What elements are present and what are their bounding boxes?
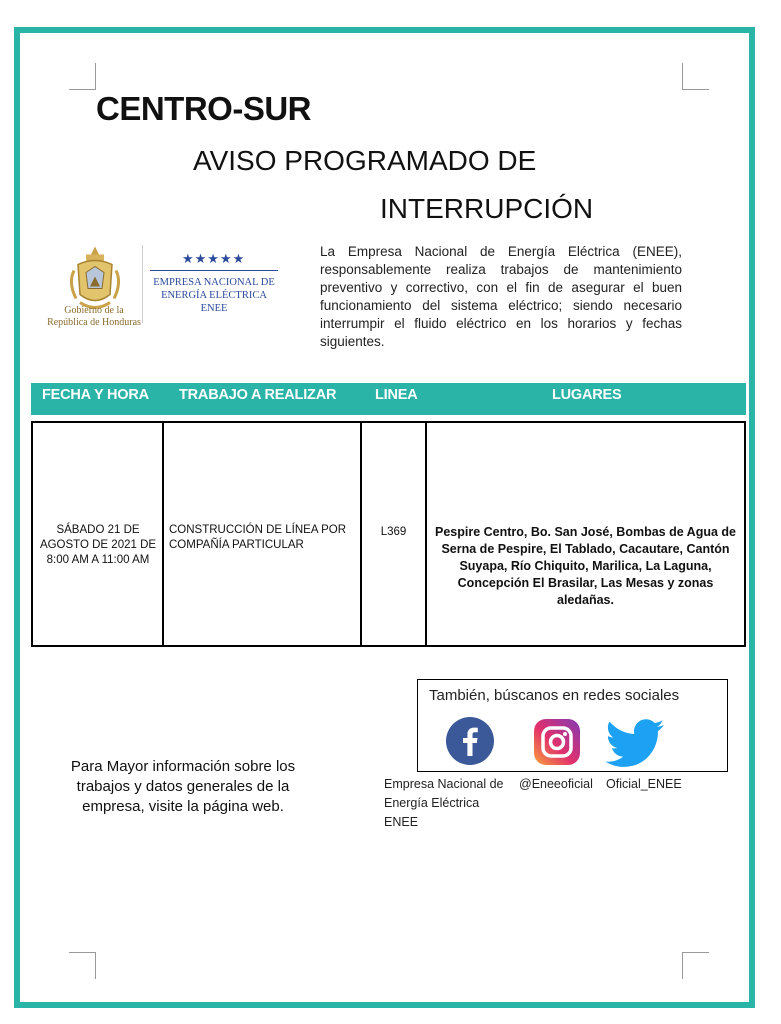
fecha-value: SÁBADO 21 DE AGOSTO DE 2021 DE 8:00 AM A 11:00 AM xyxy=(39,524,157,566)
cell-trabajo xyxy=(164,423,362,645)
more-info-text: Para Mayor información sobre los trabajos y datos generales de la empresa, visite la página web. xyxy=(70,758,296,815)
twitter-label: Oficial_ENEE xyxy=(606,777,682,791)
enee-stars-icon: ★★★★★ xyxy=(182,251,246,266)
header-linea: LINEA xyxy=(375,387,418,403)
crop-mark-bottom-right xyxy=(682,952,709,979)
instagram-icon[interactable] xyxy=(532,717,582,767)
lugares-value: Pespire Centro, Bo. San José, Bombas de Agua de Serna de Pespire, El Tablado, Cacautare, Cantón Suyapa, Río Chiquito, Marilica, La Laguna, Concepción El Brasilar, Las Mesas y zonas aledañas. xyxy=(434,525,736,607)
header-fecha: FECHA Y HORA xyxy=(42,387,149,403)
gov-logo-caption: Gobierno de la República de Honduras xyxy=(47,305,141,328)
social-media-box xyxy=(417,679,728,772)
facebook-icon[interactable] xyxy=(445,716,495,766)
twitter-icon[interactable] xyxy=(604,718,666,768)
region-title: CENTRO-SUR xyxy=(96,90,311,127)
linea-value: L369 xyxy=(380,526,407,538)
social-title: También, búscanos en redes sociales xyxy=(429,687,680,704)
trabajo-value: CONSTRUCCIÓN DE LÍNEA POR COMPAÑÍA PARTICULAR xyxy=(169,524,346,551)
cell-linea xyxy=(362,423,427,645)
logo-divider xyxy=(142,245,143,323)
cell-lugares xyxy=(427,423,744,645)
crop-mark-bottom-left xyxy=(69,952,96,979)
instagram-label: @Eneeoficial xyxy=(519,777,593,791)
notice-title-line1: AVISO PROGRAMADO DE xyxy=(193,145,537,176)
header-lugares: LUGARES xyxy=(552,387,622,403)
header-trabajo: TRABAJO A REALIZAR xyxy=(179,387,337,403)
crop-mark-top-right xyxy=(682,63,709,90)
schedule-table xyxy=(31,421,746,647)
intro-paragraph: La Empresa Nacional de Energía Eléctrica (ENEE), responsablemente realiza trabajos de mantenimiento preventivo y correctivo, con el fin de asegurar el buen funcionamiento del sistema eléctrico; siendo necesario interrumpir el fluido eléctrico en los horarios y fechas siguientes. xyxy=(320,244,682,349)
crop-mark-top-left xyxy=(69,63,96,90)
enee-logo-text: EMPRESA NACIONAL DE ENERGÍA ELÉCTRICA ENEE xyxy=(153,277,275,314)
enee-logo-rule xyxy=(150,270,278,271)
facebook-label: Empresa Nacional de Energía Eléctrica ENEE xyxy=(384,777,504,829)
cell-fecha xyxy=(33,423,164,645)
notice-title-line2: INTERRUPCIÓN xyxy=(380,193,594,224)
table-header xyxy=(31,383,746,415)
